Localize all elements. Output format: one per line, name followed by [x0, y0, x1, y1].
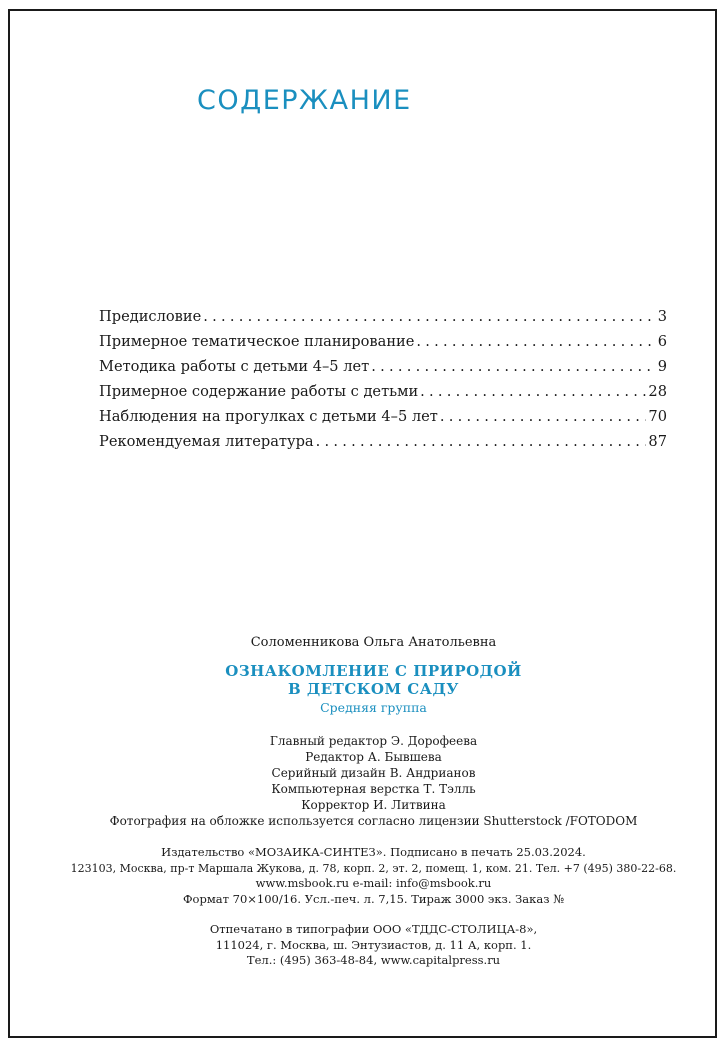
book-title-line: ОЗНАКОМЛЕНИЕ С ПРИРОДОЙ	[225, 662, 522, 680]
toc-entry-page: 6	[657, 333, 667, 350]
toc-entry[interactable]	[99, 308, 667, 333]
credit-line: Корректор И. Литвина	[301, 798, 446, 812]
toc-entry-title: Наблюдения на прогулках с детьми 4–5 лет	[99, 408, 438, 425]
publisher-block	[70, 845, 677, 907]
credits-block	[70, 733, 677, 829]
toc-entry[interactable]	[99, 433, 667, 458]
page-frame	[8, 9, 717, 1038]
photo-license-line: Фотография на обложке используется согласно лицензии Shutterstock /FOTODOM	[109, 814, 638, 828]
toc-leader-dots	[440, 408, 647, 425]
toc-entry-title: Рекомендуемая литература	[99, 433, 314, 450]
toc-entry-page: 3	[657, 308, 667, 325]
publisher-line: Издательство «МОЗАИКА-СИНТЕЗ». Подписано в печать 25.03.2024.	[161, 845, 586, 859]
toc-entry-title: Методика работы с детьми 4–5 лет	[99, 358, 370, 375]
publisher-web-line[interactable]: www.msbook.ru e-mail: info@msbook.ru	[255, 876, 492, 890]
printer-address-line: 111024, г. Москва, ш. Энтузиастов, д. 11 А, корп. 1.	[215, 937, 532, 952]
toc-entry-page: 28	[648, 383, 667, 400]
book-subtitle: Средняя группа	[320, 700, 427, 715]
toc-entry[interactable]	[99, 333, 667, 358]
printer-line: Отпечатано в типографии ООО «ТДДС-СТОЛИЦА-8»,	[209, 922, 538, 936]
toc-entry-page: 87	[648, 433, 667, 450]
toc-leader-dots	[316, 433, 647, 450]
publisher-address-line: 123103, Москва, пр-т Маршала Жукова, д. 78, корп. 2, эт. 2, помещ. 1, ком. 21. Тел. +7 (495) 380-22-68.	[70, 861, 677, 875]
publisher-format-line: Формат 70×100/16. Усл.-печ. л. 7,15. Тираж 3000 экз. Заказ №	[183, 891, 564, 906]
credit-line: Главный редактор Э. Дорофеева	[269, 734, 478, 748]
toc-entry[interactable]	[99, 383, 667, 408]
book-title	[70, 662, 677, 698]
toc-entry-title: Предисловие	[99, 308, 202, 325]
credit-line: Редактор А. Бывшева	[305, 750, 442, 764]
toc-entry-page: 9	[657, 358, 667, 375]
book-title-line: В ДЕТСКОМ САДУ	[288, 680, 459, 698]
printer-contact-line[interactable]: Тел.: (495) 363-48-84, www.capitalpress.ru	[246, 953, 501, 967]
author-name: Соломенникова Ольга Анатольевна	[250, 635, 497, 650]
toc-entry-title: Примерное содержание работы с детьми	[99, 383, 419, 400]
toc-entry[interactable]	[99, 408, 667, 433]
toc-heading: СОДЕРЖАНИЕ	[197, 85, 412, 116]
toc-entry[interactable]	[99, 358, 667, 383]
toc-leader-dots	[371, 358, 655, 375]
toc-entry-page: 70	[648, 408, 667, 425]
toc-leader-dots	[416, 333, 655, 350]
printer-block	[70, 922, 677, 969]
credit-line: Серийный дизайн В. Андрианов	[271, 766, 476, 780]
credit-line: Компьютерная верстка Т. Тэлль	[271, 782, 476, 796]
toc-leader-dots	[203, 308, 655, 325]
toc-leader-dots	[420, 383, 646, 400]
table-of-contents	[99, 308, 667, 458]
toc-entry-title: Примерное тематическое планирование	[99, 333, 415, 350]
